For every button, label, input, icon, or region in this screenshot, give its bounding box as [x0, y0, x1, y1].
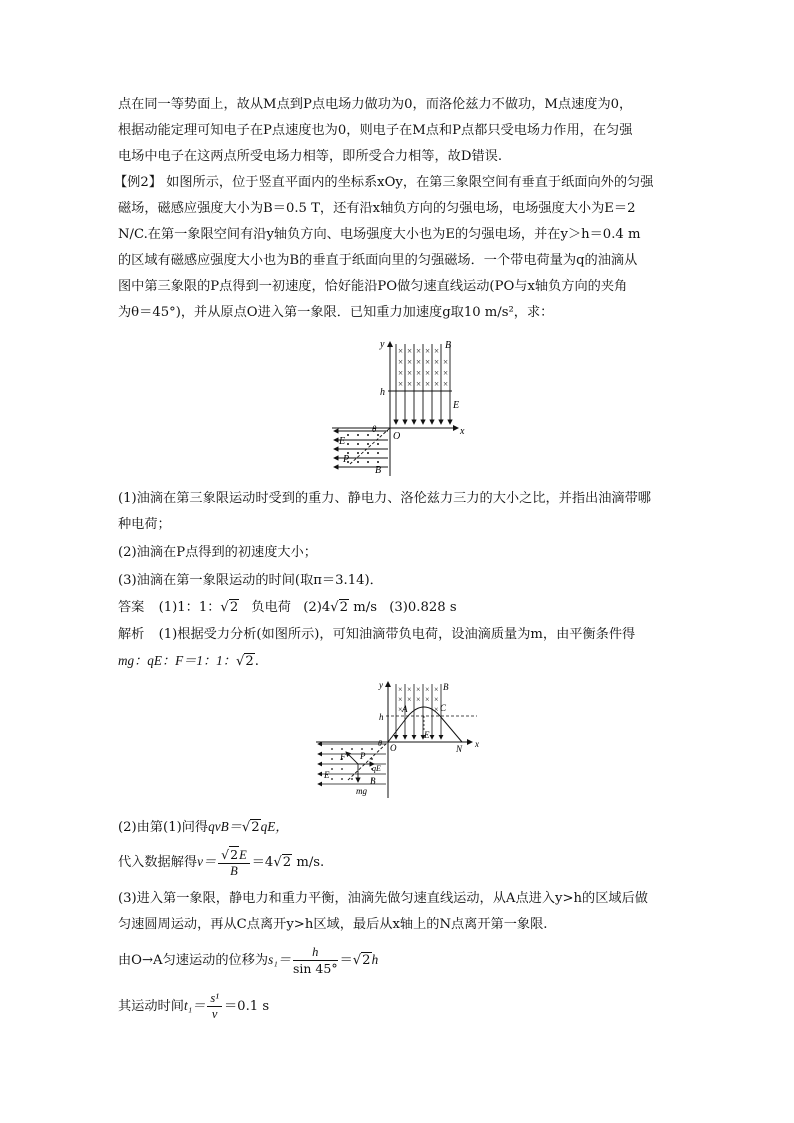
svg-text:×: × — [398, 357, 404, 367]
svg-text:×: × — [434, 379, 440, 389]
part3-fraction-1 — [293, 945, 338, 976]
path-PO — [350, 428, 390, 464]
label-h: h — [379, 712, 384, 722]
part2-eq: qvB＝ — [208, 819, 242, 834]
text-line: 电场中电子在这两点所受电场力相等，即所受合力相等，故D错误. — [118, 149, 503, 164]
part2-eq-rad: 2 — [251, 820, 260, 835]
svg-text:×: × — [416, 695, 421, 704]
part2-v: v＝ — [197, 854, 217, 869]
example-line: 的区域有磁感应强度大小也为B的垂直于纸面向里的匀强磁场．一个带电荷量为q的油滴从 — [118, 253, 638, 268]
frac-num-rad: 2 — [230, 846, 239, 862]
text-line: 根据动能定理可知电子在P点速度也为0，则电子在M点和P点都只受电场力作用，在匀强 — [118, 123, 633, 138]
figure-2 — [312, 680, 492, 804]
label-O: O — [390, 743, 397, 753]
part3-line-3: 由O→A匀速运动的位移为s₁＝ $\frac{h}{\sin 45^\circ}$ ＝√2h — [118, 945, 379, 976]
part2-eq-end: qE， — [260, 819, 289, 834]
part2-unit: m/s. — [296, 855, 325, 870]
example-line: N/C.在第一象限空间有沿y轴负方向、电场强度大小也为E的匀强电场，并在y＞h＝0.4 m — [118, 227, 641, 242]
answer-part1-rad: 2 — [229, 600, 239, 615]
label-C: C — [440, 703, 447, 713]
answer-label: 答案 — [118, 600, 145, 615]
svg-text:×: × — [425, 357, 431, 367]
label-h: h — [380, 387, 385, 398]
frac-den: sin 45° — [292, 961, 338, 976]
svg-text:×: × — [443, 379, 449, 389]
svg-text:×: × — [407, 695, 412, 704]
svg-text:×: × — [434, 685, 439, 694]
part3-t1: t₁＝ — [183, 998, 206, 1013]
svg-text:×: × — [434, 695, 439, 704]
label-B1: B — [445, 340, 452, 351]
figure-2-diagram — [312, 680, 492, 800]
label-theta: θ — [378, 739, 382, 748]
analysis-line-1 — [118, 626, 635, 644]
part2-fraction: $\frac{√2E}{B}$ — [218, 847, 250, 879]
answer-part2-rad: 2 — [339, 600, 349, 615]
frac-num: h — [293, 945, 338, 961]
label-B3: B — [370, 776, 376, 786]
label-x: x — [475, 739, 479, 749]
svg-text:×: × — [425, 379, 431, 389]
svg-text:×: × — [416, 685, 421, 694]
svg-text:×: × — [398, 695, 403, 704]
example-line: 磁场，磁感应强度大小为B＝0.5 T，还有沿x轴负方向的匀强电场，电场强度大小为E＝2 — [118, 201, 636, 216]
svg-text:×: × — [434, 705, 439, 714]
answer-line: 答案 (1)1：1：√2 负电荷 (2)4√2 m/s (3)0.828 s — [118, 600, 457, 615]
svg-text:×: × — [434, 357, 440, 367]
svg-text:×: × — [425, 695, 430, 704]
svg-text:×: × — [407, 685, 412, 694]
part3-time-result: ＝0.1 s — [224, 999, 270, 1014]
label-theta: θ — [372, 424, 377, 434]
frac-num: s¹ — [207, 991, 222, 1007]
part2-result: ＝4 — [251, 855, 274, 870]
svg-text:×: × — [407, 368, 413, 378]
analysis-text: (1)根据受力分析(如图所示)，可知油滴带负电荷，设油滴质量为m，由平衡条件得 — [158, 627, 636, 642]
part3-displacement-text: 由O→A匀速运动的位移为 — [118, 953, 269, 968]
analysis-ratio: mg：qE：F＝1：1： — [118, 653, 236, 668]
part3-line-2: 匀速圆周运动，再从C点离开y>h区域，最后从x轴上的N点离开第一象限. — [118, 917, 548, 932]
label-A: A — [402, 704, 408, 714]
svg-text:×: × — [434, 346, 440, 356]
analysis-line-2: mg：qE：F＝1：1：√2. — [118, 653, 259, 669]
example-line: 图中第三象限的P点得到一初速度，恰好能沿PO做匀速直线运动(PO与x轴负方向的夹角 — [118, 279, 628, 294]
svg-text:×: × — [398, 705, 403, 714]
part3-line-1: (3)进入第一象限，静电力和重力平衡，油滴先做匀速直线运动，从A点进入y>h的区域后做 — [118, 891, 648, 906]
svg-text:×: × — [398, 368, 404, 378]
svg-text:×: × — [434, 368, 440, 378]
svg-text:×: × — [416, 346, 422, 356]
svg-text:×: × — [407, 346, 413, 356]
frac-den: v — [211, 1007, 218, 1021]
svg-text:×: × — [425, 685, 430, 694]
example-line: 【例2】 如图所示，位于竖直平面内的坐标系xOy，在第三象限空间有垂直于纸面向外的匀强 — [114, 175, 654, 190]
svg-text:×: × — [416, 368, 422, 378]
svg-text:×: × — [443, 368, 449, 378]
part3-s1: s₁＝ — [268, 952, 291, 967]
svg-text:×: × — [398, 346, 404, 356]
label-F: F — [340, 752, 346, 762]
figure-1 — [330, 338, 470, 482]
label-B3: B — [375, 465, 382, 476]
svg-text:×: × — [407, 357, 413, 367]
label-x: x — [460, 426, 465, 437]
question-3: (3)油滴在第一象限运动的时间(取π＝3.14)． — [118, 573, 383, 588]
part3-eq: ＝ — [339, 953, 353, 968]
answer-part2-unit: m/s — [353, 600, 377, 615]
analysis-ratio-rad: 2 — [245, 654, 254, 669]
part2-result-rad: 2 — [282, 855, 292, 870]
label-P: P — [343, 454, 350, 465]
svg-text:×: × — [398, 685, 403, 694]
question-1: (1)油滴在第三象限运动时受到的重力、静电力、洛伦兹力三力的大小之比，并指出油滴带哪 — [118, 491, 651, 506]
answer-part2: (2)4 — [303, 600, 331, 615]
frac-num: E — [239, 847, 247, 862]
svg-text:×: × — [425, 346, 431, 356]
label-E1: E — [424, 730, 430, 740]
part3-h: h — [371, 952, 379, 967]
svg-text:×: × — [416, 357, 422, 367]
answer-part1: (1)1：1： — [158, 600, 221, 615]
label-O: O — [393, 431, 401, 442]
label-N: N — [456, 744, 463, 754]
svg-text:×: × — [416, 379, 422, 389]
frac-den: B — [230, 863, 238, 878]
label-B1: B — [443, 682, 449, 692]
part2-line-1: (2)由第(1)问得qvB＝√2qE， — [118, 819, 289, 835]
svg-text:×: × — [407, 379, 413, 389]
label-E3: E — [339, 436, 346, 447]
part2-intro: (2)由第(1)问得 — [118, 820, 209, 835]
figure-1-diagram — [330, 338, 470, 478]
analysis-label: 解析 — [118, 627, 145, 642]
question-2: (2)油滴在P点得到的初速度大小； — [118, 545, 317, 560]
label-E3: E — [324, 770, 330, 780]
svg-text:×: × — [398, 379, 404, 389]
question-1-cont: 种电荷； — [118, 517, 171, 532]
part3-line-4 — [118, 990, 269, 1023]
text-line: 点在同一等势面上，故从M点到P点电场力做功为0，而洛伦兹力不做功，M点速度为0， — [118, 97, 633, 112]
answer-charge: 负电荷 — [251, 600, 291, 615]
svg-text:×: × — [425, 368, 431, 378]
label-y: y — [380, 339, 385, 350]
example-line: 为θ＝45°)，并从原点O进入第一象限．已知重力加速度g取10 m/s²，求： — [118, 305, 554, 320]
answer-part3: (3)0.828 s — [389, 600, 457, 615]
label-y: y — [379, 680, 383, 690]
label-P: P — [360, 751, 366, 761]
part3-fraction-2 — [207, 991, 222, 1022]
part3-time-text: 其运动时间 — [118, 999, 184, 1014]
label-mg: mg — [356, 786, 367, 796]
part2-sub: 代入数据解得 — [118, 855, 198, 870]
part2-line-2: 代入数据解得v＝ $\frac{√2E}{B}$ ＝4√2 m/s. — [118, 846, 325, 878]
part3-rad: 2 — [362, 953, 371, 968]
analysis-ratio-end: . — [254, 654, 259, 669]
label-qE: qE — [372, 764, 381, 773]
label-E1: E — [453, 400, 460, 411]
svg-text:×: × — [443, 357, 449, 367]
